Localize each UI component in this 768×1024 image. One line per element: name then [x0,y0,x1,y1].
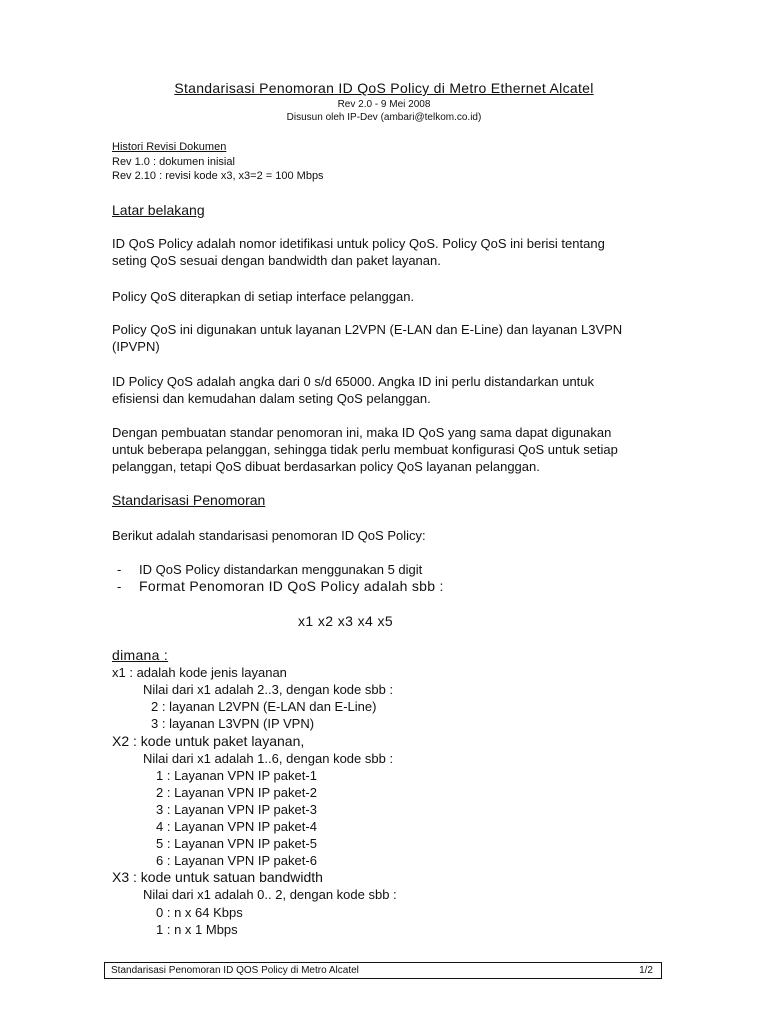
paragraph-line: untuk beberapa pelanggan, sehingga tidak perlu membuat konfigurasi QoS untuk setiap [112,442,618,457]
code-line: 1 : n x 1 Mbps [156,922,238,937]
intro-line: Berikut adalah standarisasi penomoran ID QoS Policy: [112,528,426,543]
section-heading-latar: Latar belakang [112,202,205,218]
code-line: Nilai dari x1 adalah 0.. 2, dengan kode sbb : [143,887,397,902]
paragraph-line: efisiensi dan kemudahan dalam seting QoS pelanggan. [112,391,431,406]
dimana-heading: dimana : [112,647,169,663]
page-number: 1/2 [639,965,653,976]
code-line: 1 : Layanan VPN IP paket-1 [156,768,317,783]
footer-title: Standarisasi Penomoran ID QOS Policy di Metro Alcatel [111,965,359,976]
bullet-mark: - [117,579,122,594]
paragraph-line: ID Policy QoS adalah angka dari 0 s/d 65000. Angka ID ini perlu distandarkan untuk [112,374,595,389]
paragraph-line: Policy QoS diterapkan di setiap interface pelanggan. [112,289,415,304]
code-line: 5 : Layanan VPN IP paket-5 [156,836,317,851]
bullet-item: ID QoS Policy distandarkan menggunakan 5 digit [139,562,423,577]
code-line: 0 : n x 64 Kbps [156,905,243,920]
code-line: X3 : kode untuk satuan bandwidth [112,869,323,885]
history-row: Rev 1.0 : dokumen inisial [112,156,235,168]
history-heading: Histori Revisi Dokumen [112,141,227,153]
paragraph-line: Policy QoS ini digunakan untuk layanan L2VPN (E-LAN dan E-Line) dan layanan L3VPN [112,322,623,337]
paragraph-line: Dengan pembuatan standar penomoran ini, maka ID QoS yang sama dapat digunakan [112,425,612,440]
code-line: 3 : Layanan VPN IP paket-3 [156,802,317,817]
paragraph-line: seting QoS sesuai dengan bandwidth dan paket layanan. [112,253,441,268]
code-line: 6 : Layanan VPN IP paket-6 [156,853,317,868]
code-line: Nilai dari x1 adalah 2..3, dengan kode sbb : [143,682,394,697]
page-title: Standarisasi Penomoran ID QoS Policy di Metro Ethernet Alcatel [174,80,594,96]
paragraph-line: (IPVPN) [112,339,160,354]
page-footer [104,962,662,979]
code-line: X2 : kode untuk paket layanan, [112,733,305,749]
history-row: Rev 2.10 : revisi kode x3, x3=2 = 100 Mbps [112,170,324,182]
code-line: 2 : layanan L2VPN (E-LAN dan E-Line) [151,699,377,714]
code-line: x1 : adalah kode jenis layanan [112,665,287,680]
bullet-item: Format Penomoran ID QoS Policy adalah sbb : [139,578,444,594]
code-line: 3 : layanan L3VPN (IP VPN) [151,716,315,731]
paragraph-line: pelanggan, tetapi QoS dibuat berdasarkan policy QoS layanan pelanggan. [112,459,540,474]
code-line: 2 : Layanan VPN IP paket-2 [156,785,317,800]
author-line: Disusun oleh IP-Dev (ambari@telkom.co.id) [286,112,482,123]
code-line: 4 : Layanan VPN IP paket-4 [156,819,317,834]
code-line: Nilai dari x1 adalah 1..6, dengan kode sbb : [143,751,394,766]
paragraph-line: ID QoS Policy adalah nomor idetifikasi untuk policy QoS. Policy QoS ini berisi tentang [112,236,605,251]
revision-line: Rev 2.0 - 9 Mei 2008 [337,99,431,110]
format-line: x1 x2 x3 x4 x5 [298,613,394,629]
bullet-mark: - [117,562,122,577]
section-heading-standar: Standarisasi Penomoran [112,492,266,508]
